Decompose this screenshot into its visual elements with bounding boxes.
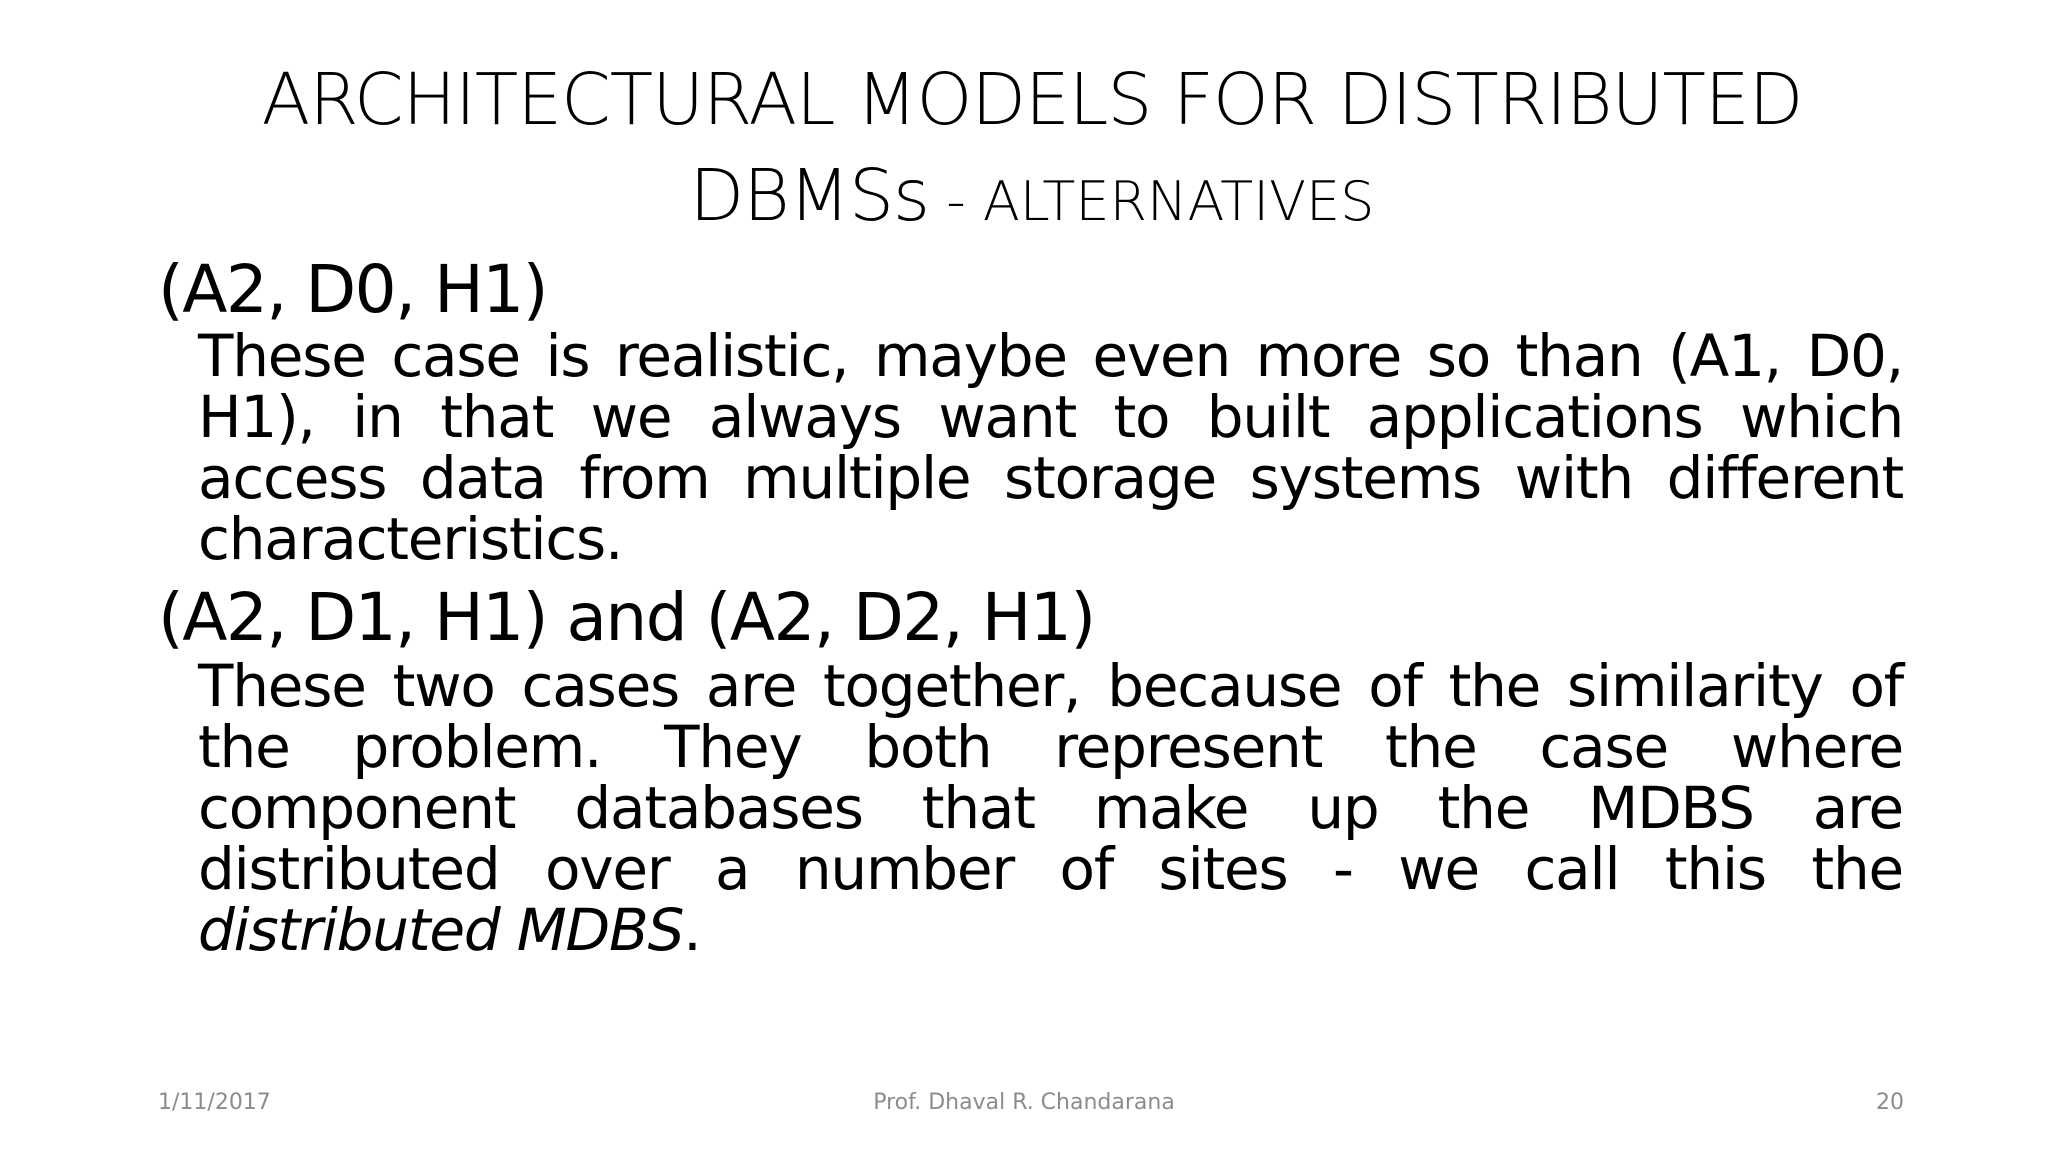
footer-author: Prof. Dhaval R. Chandarana <box>873 1090 1175 1115</box>
slide-content <box>158 248 1903 964</box>
title-line-1: ARCHITECTURAL MODELS FOR DISTRIBUTED <box>261 58 1803 141</box>
title-line-2 <box>160 148 1904 250</box>
title-main: DBMSs <box>689 154 930 237</box>
section-2-text-italic: distributed MDBS <box>198 896 684 964</box>
title-subtitle: - ALTERNATIVES <box>929 170 1375 233</box>
slide-title <box>160 52 1904 250</box>
section-2-text-end: . <box>683 896 701 964</box>
section-2-heading: (A2, D1, H1) and (A2, D2, H1) <box>158 579 1095 656</box>
footer-page-number: 20 <box>1876 1090 1904 1115</box>
section-1-text: These case is realistic, maybe even more so than (A1, D0, H1), in that we always want to built applications which access data from multiple storage systems with different characteristics. <box>198 322 1903 573</box>
footer-date: 1/11/2017 <box>158 1090 271 1115</box>
section-1-heading: (A2, D0, H1) <box>158 251 547 328</box>
section-2-text <box>198 652 1903 964</box>
section-2-text-main: These two cases are together, because of the similarity of the problem. They both represent the case where component databases that make up the MDBS are distributed over a number of sites - we call this the <box>198 652 1903 903</box>
